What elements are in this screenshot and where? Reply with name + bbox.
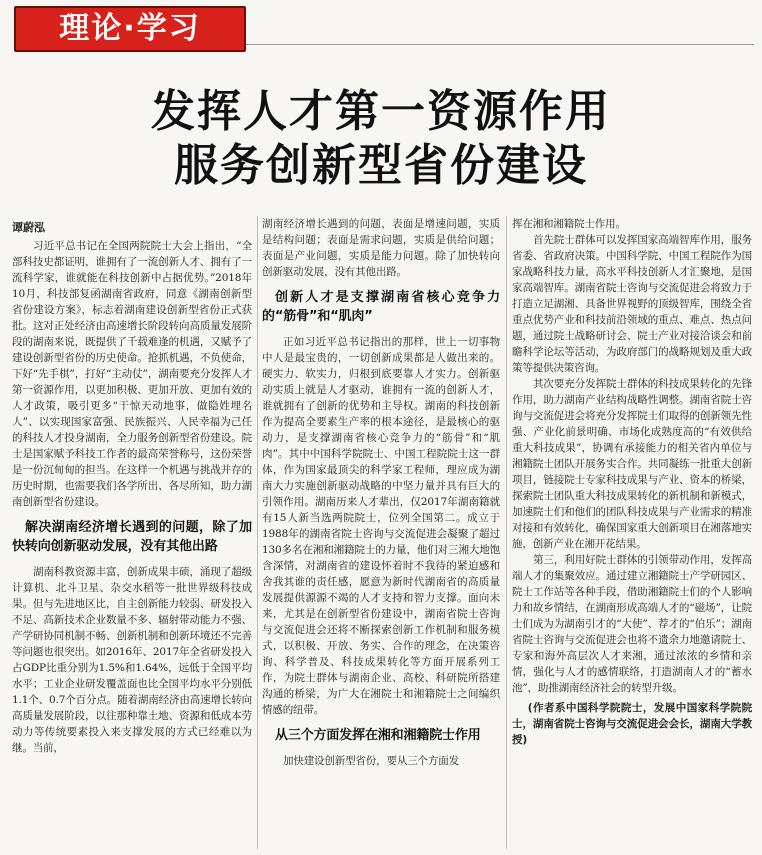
column-divider bbox=[506, 216, 507, 849]
body-paragraph: 习近平总书记在全国两院院士大会上指出，“全部科技史都证明，谁拥有了一流创新人才、拥有了一流科学家，谁就能在科技创新中占据优势。”2018年10月，科技部复函湖南省政府，同意《湖南创新型省份建设方案》，标志着湖南建设创新型省份正式获批。这对正处经济由高速增长阶段转向高质量发展阶段的湖南来说，既提供了千载难逢的机遇，又赋予了建设创新型省份的历史使命。抢抓机遇，不负使命，下好“先手棋”，打好“主动仗”，湖南要充分发挥人才第一资源作用，以更加积极、更加开放、更加有效的人才政策，吸引更多“干惊天动地事，做隐姓埋名人”、以实现国家富强、民族振兴、人民幸福为己任的科技人才投身湖南，全力服务创新型省份建设。院士是国家赋予科技工作者的最高荣誉称号，这份荣誉是一份沉甸甸的担当。在这样一个机遇与挑战并存的历史时期，也需要我们各学所出、各尽所知，助力湖南创新型省份建设。 bbox=[12, 240, 252, 508]
article-column-2 bbox=[262, 216, 500, 851]
section-label: 理论·学习 bbox=[59, 11, 201, 46]
headline-line-2: 服务创新型省份建设 bbox=[174, 140, 588, 191]
article-column-3 bbox=[512, 216, 752, 851]
body-paragraph: 首先院士群体可以发挥国家高端智库作用，服务省委、省政府决策。中国科学院、中国工程院作为国家战略科技力量，高水平科技创新人才汇聚地，是国家高端智库。湖南省院士咨询与交流促进会将致力于打造立足湖湘、具备世界视野的顶级智库，围绕全省重点优势产业和科技前沿领域的重点、难点、热点问题，通过院士战略研讨会、院士产业对接洽谈会和前瞻科学论坛等活动，为政府部门的战略规划及重大政策等提供决策咨询。 bbox=[512, 234, 752, 374]
body-paragraph: 湖南经济增长遇到的问题，表面是增速问题，实质是结构问题；表面是需求问题，实质是供给问题；表面是产业问题，实质是能力问题。除了加快转向创新驱动发展，没有其他出路。 bbox=[262, 218, 500, 278]
section-heading-1: 解决湖南经济增长遇到的问题，除了加快转向创新驱动发展，没有其他出路 bbox=[12, 520, 252, 554]
section-heading-3: 从三个方面发挥在湘和湘籍院士作用 bbox=[275, 728, 481, 743]
author-note: (作者系中国科学院院士，发展中国家科学院院士，湖南省院士咨询与交流促进会会长，湖南大学教授) bbox=[512, 702, 752, 746]
headline-line-1: 发挥人才第一资源作用 bbox=[151, 86, 611, 137]
body-paragraph: 其次要充分发挥院士群体的科技成果转化的先锋作用，助力湖南产业结构战略性调整。湖南省院士咨询与交流促进会将充分发挥院士们取得的创新领先性强、产业化前景明确、市场化成熟度高的“有效供给重大科技成果”，协调有承接能力的相关省内单位与湘籍院士团队开展务实合作。共同凝练一批重大创新项目，链接院士专家科技成果与产业、资本的桥梁，探索院士团队重大科技成果转化的新机制和新模式，加速院士们和他们的团队科技成果与产业需求的精准对接和有效转化，确保国家重大创新项目在湘落地实施，创新产业在湘开花结果。 bbox=[512, 378, 752, 550]
body-paragraph: 湖南科教资源丰富，创新成果丰硕，涌现了超级计算机、北斗卫星、杂交水稻等一批世界级科技成果。但与先进地区比，自主创新能力较弱、研发投入不足、高新技术企业数量不多、辐射带动能力不强、产学研协同机制不畅、创新机制和创新环境还不完善等问题也很突出。如2016年、2017年全省研发投入占GDP比重分别为1.5%和1.64%，远低于全国平均水平；工业企业研发覆盖面也比全国平均水平分别低1.1个、0.7个百分点。随着湖南经济由高速增长转向高质量发展阶段，以往那种靠土地、资源和低成本劳动力等传统要素投入来支撑发展的方式已经难以为继。当前， bbox=[12, 566, 252, 754]
body-paragraph: 正如习近平总书记指出的那样，世上一切事物中人是最宝贵的，一切创新成果都是人做出来的。硬实力、软实力，归根到底要靠人才实力。创新驱动实质上就是人才驱动，谁拥有一流的创新人才，谁就拥有了创新的优势和主导权。湖南的科技创新作为提高全要素生产率的根本途径，是最核心的驱动力，是支撑湖南省核心竞争力的“筋骨”和“肌肉”。其中中国科学院院士、中国工程院院士这一群体，作为国家最顶尖的科学家工程师，理应成为湖南大力实施创新驱动战略的中坚力量并具有巨大的引领作用。湖南历来人才辈出，仅2017年湖南籍就有15人新当选两院院士，位列全国第二。成立于1988年的湖南省院士咨询与交流促进会凝聚了超过130多名在湘和湘籍院士的力量，他们对三湘大地饱含深情，对湖南省的建设怀着时不我待的紧迫感和舍我其谁的责任感，愿意为新时代湖南省的高质量发展提供源源不竭的人才支持和智力支撑。面向未来，尤其是在创新型省份建设中，湖南省院士咨询与交流促进会还将不断探索创新工作机制和服务模式，以积极、开放、务实、合作的理念，在决策咨询、科学普及、科技成果转化等方面开展系列工作，为院士群体与湖南企业、高校、科研院所搭建沟通的桥梁，为广大在湘院士和湘籍院士之间编织情感的纽带。 bbox=[262, 336, 500, 716]
article-column-1 bbox=[12, 238, 252, 851]
section-masthead bbox=[14, 6, 246, 52]
author-byline: 谭蔚泓 bbox=[12, 221, 45, 234]
body-paragraph: 挥在湘和湘籍院士作用。 bbox=[512, 218, 626, 230]
header-rule bbox=[246, 44, 754, 45]
body-paragraph: 第三，利用好院士群体的引领带动作用，发挥高端人才的集聚效应。通过建立湘籍院士产学研园区、院士工作站等各种手段，借助湘籍院士们的个人影响力和故乡情结，在湖南形成高端人才的“磁场”，让院士们成为为湖南引才的“大使”、荐才的“伯乐”；湖南省院士咨询与交流促进会也将不遗余力地邀请院士、专家和海外高层次人才来湘，通过浓浓的乡情和亲情，强化与人才的感情联络，打造湖南人才的“蓄水池”，助推湖南经济社会的转型升级。 bbox=[512, 554, 752, 694]
column-divider bbox=[257, 216, 258, 849]
body-paragraph: 加快建设创新型省份，要从三个方面发 bbox=[283, 755, 459, 767]
section-heading-2: 创新人才是支撑湖南省核心竞争力的“筋骨”和“肌肉” bbox=[262, 290, 500, 324]
